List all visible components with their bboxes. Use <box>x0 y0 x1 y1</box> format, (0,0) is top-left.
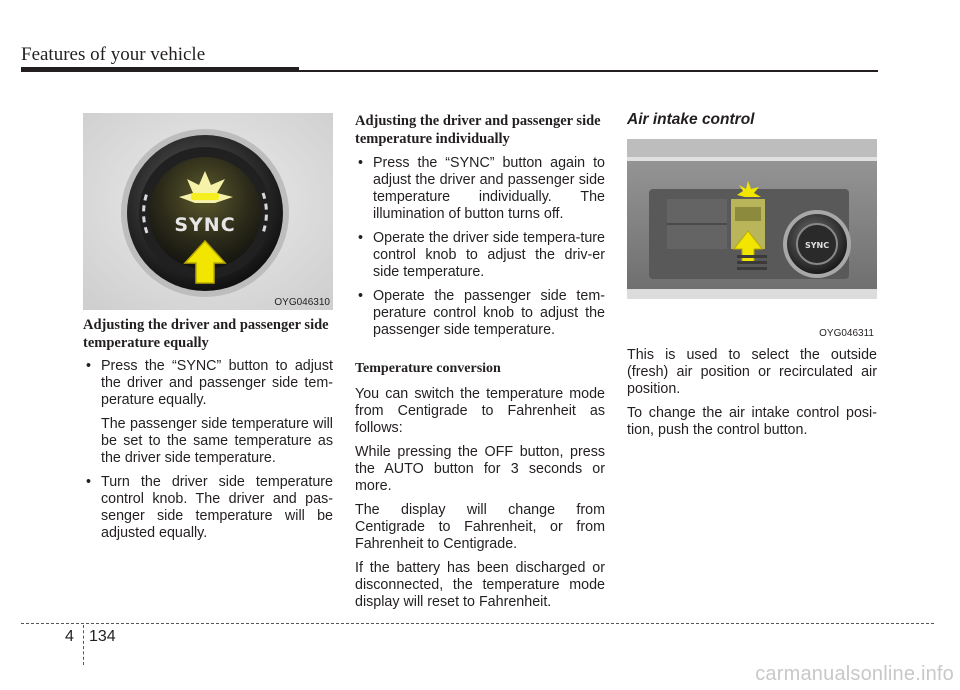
paragraph: If the battery has been discharged or disconnected, the temperature mode display will reset to Fahrenheit. <box>355 560 605 610</box>
paragraph: This is used to select the outside (fresh) air position or recirculated air position. <box>627 347 877 397</box>
sync-label: SYNC <box>804 241 830 250</box>
bullet-text: Operate the passenger side tem-perature control knob to adjust the passenger side temperature. <box>373 288 605 338</box>
air-intake-illustration <box>627 139 877 339</box>
sync-label: SYNC <box>174 214 236 236</box>
air-intake-figure <box>627 139 877 339</box>
subsection-heading: Temperature conversion <box>355 361 501 376</box>
page-number: 134 <box>89 628 116 645</box>
page-header-title: Features of your vehicle <box>21 44 206 65</box>
column-1 <box>83 316 333 549</box>
bullet-text: Operate the driver side tempera-ture control knob to adjust the driv-er side temperature. <box>373 230 605 280</box>
paragraph: You can switch the temperature mode from Centigrade to Fahrenheit as follows: <box>355 386 605 436</box>
watermark: carmanualsonline.info <box>755 663 954 685</box>
paragraph: To change the air intake control posi-tion, push the control button. <box>627 405 877 438</box>
bullet-item: • Operate the driver side tempera-ture control knob to adjust the driv-er side temperature. <box>358 230 605 280</box>
footer-divider <box>83 625 84 665</box>
bullet-item: • Press the “SYNC” button again to adjust the driver and passenger side temperature individually. The illumination of button turns off. <box>358 155 605 222</box>
column-3 <box>627 347 877 446</box>
bullet-item: • Operate the passenger side tem-perature control knob to adjust the passenger side temperature. <box>358 288 605 338</box>
sync-button-illustration <box>83 113 333 310</box>
section-heading: Air intake control <box>627 111 755 128</box>
column-2 <box>355 112 605 618</box>
figure-code: OYG046310 <box>274 297 330 308</box>
footer-rule <box>21 623 934 624</box>
sync-button-figure <box>83 113 333 310</box>
bullet-item: • Press the “SYNC” button to adjust the driver and passenger side tem-perature equally. <box>86 358 333 408</box>
bullet-text: Press the “SYNC” button to adjust the driver and passenger side tem-perature equally. <box>101 358 333 408</box>
bullet-note: The passenger side temperature will be set to the same temperature as the driver side temperature. <box>101 416 333 466</box>
bullet-text: Press the “SYNC” button again to adjust the driver and passenger side temperature individually. The illumination of button turns off. <box>373 155 605 222</box>
bullet-item: • Turn the driver side temperature control knob. The driver and pas-senger side temperature will be adjusted equally. <box>86 474 333 541</box>
bullet-text: Turn the driver side temperature control knob. The driver and pas-senger side temperature will be adjusted equally. <box>101 474 333 541</box>
paragraph: The display will change from Centigrade to Fahrenheit, or from Fahrenheit to Centigrade. <box>355 502 605 552</box>
figure-code: OYG046311 <box>819 328 874 339</box>
chapter-number: 4 <box>65 628 74 645</box>
section-heading: Adjusting the driver and passenger side temperature equally <box>83 317 329 351</box>
column-3-heading-wrap <box>627 111 877 129</box>
paragraph: While pressing the OFF button, press the AUTO button for 3 seconds or more. <box>355 444 605 494</box>
recirculation-icon <box>735 207 761 221</box>
header-rule <box>21 67 299 72</box>
header-rule-thin <box>299 70 878 72</box>
section-heading: Adjusting the driver and passenger side temperature individually <box>355 113 601 147</box>
